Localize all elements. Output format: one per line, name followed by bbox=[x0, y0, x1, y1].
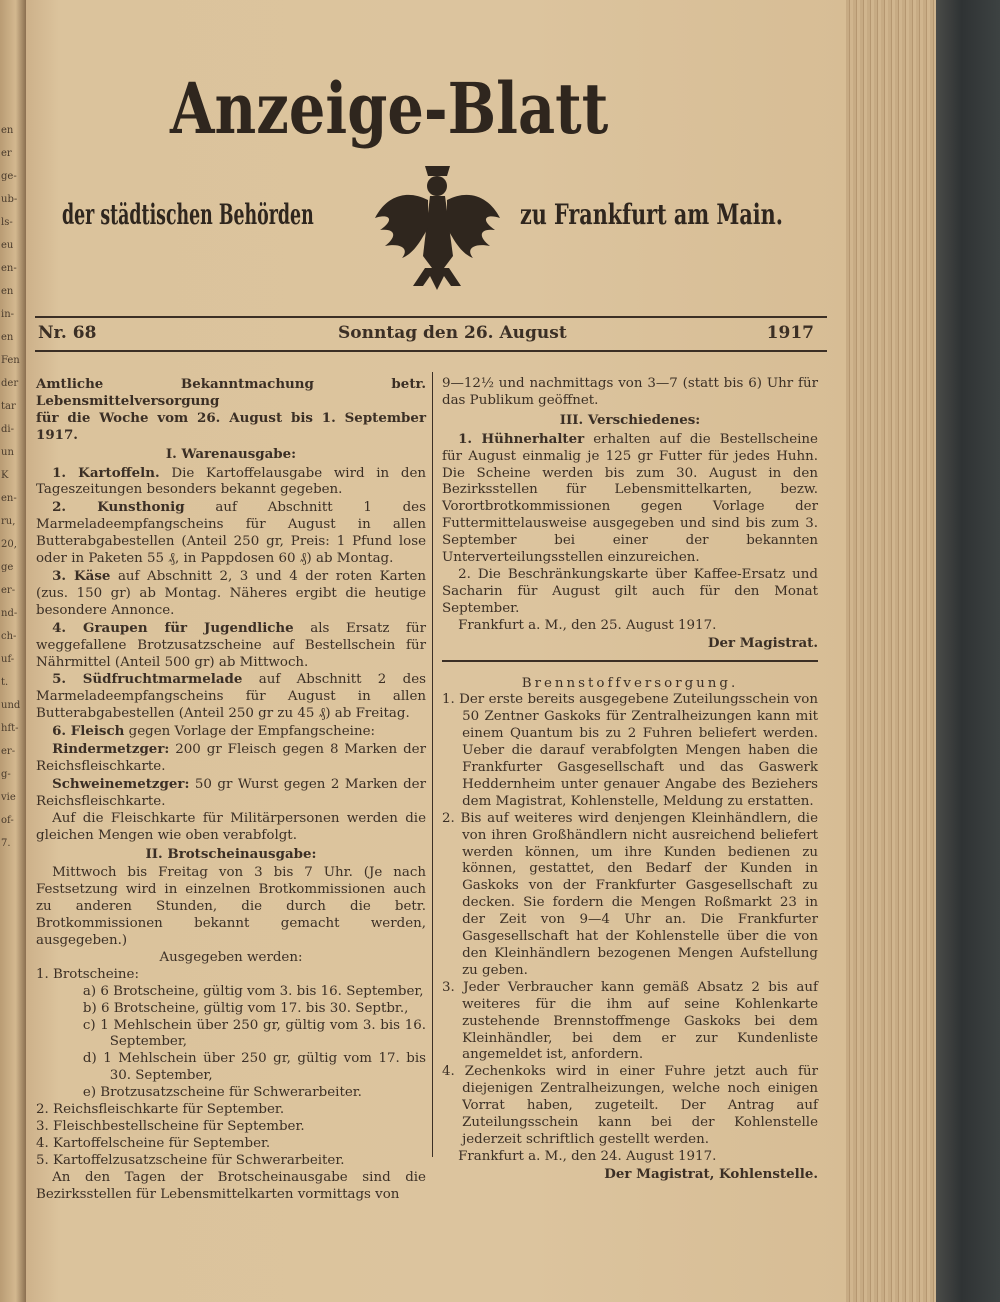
list-item: 2. Bis auf weiteres wird denjengen Kleinhändlern, die von ihren Großhändlern nicht ausreichend beliefert werden können, um ihre Kunden bedienen zu können, gestattet, den Bedarf der Kunden in Gaskoks von der Frankfurter Gasgesellschaft zu decken. Sie fordern die Mengen Roßmarkt 23 in der Zeit von 9—4 Uhr an. Die Frankfurter Gasgesellschaft hat der Kohlenstelle über die von den Kleinhändlern bezogenen Mengen Aufstellung zu geben. bbox=[442, 810, 818, 978]
left-column bbox=[36, 376, 426, 1204]
previous-page-text-fragment: ge bbox=[1, 562, 14, 573]
item-lead: 2. Kunsthonig bbox=[52, 499, 185, 516]
list-subitem: b) 6 Brotscheine, gültig vom 17. bis 30. Septbr., bbox=[82, 1000, 409, 1016]
previous-page-text-fragment: ub- bbox=[1, 194, 18, 205]
item-text: auf Abschnitt 1 des Marmeladeempfangscheins für August in allen Butterabgabestellen (Anteil 250 gr, Preis: 1 Pfund lose oder in Paketen 55 ₰, in Pappdosen 60 ₰) ab Montag. bbox=[36, 500, 426, 567]
place-date: Frankfurt a. M., den 25. August 1917. bbox=[458, 617, 717, 633]
issue-number: Nr. 68 bbox=[38, 323, 97, 343]
section-title: I. Warenausgabe: bbox=[165, 445, 297, 462]
item-lead: 1. Kartoffeln. bbox=[52, 464, 160, 481]
list-item: 1. Brotscheine: bbox=[36, 966, 139, 982]
previous-page-text-fragment: 20, bbox=[1, 539, 17, 550]
notice-heading-week: für die Woche vom 26. August bis 1. September 1917. bbox=[36, 409, 426, 443]
previous-page-text-fragment: en- bbox=[1, 493, 17, 504]
list-subitem: e) Brotzusatzscheine für Schwerarbeiter. bbox=[82, 1085, 362, 1101]
previous-page-text-fragment: in- bbox=[1, 309, 15, 320]
previous-page-text-fragment: ge- bbox=[1, 171, 17, 182]
previous-page-text-fragment: un bbox=[1, 447, 14, 458]
list-item: 4. Kartoffelscheine für September. bbox=[36, 1135, 271, 1151]
previous-page-text-fragment: er- bbox=[1, 746, 16, 757]
previous-page-text-fragment: K bbox=[1, 470, 9, 481]
previous-page-text-fragment: t. bbox=[1, 677, 9, 688]
list-subitem: a) 6 Brotscheine, gültig vom 3. bis 16. September, bbox=[82, 983, 424, 999]
item-lead: Rindermetzger: bbox=[52, 741, 170, 758]
previous-page-text-fragment: g- bbox=[1, 769, 11, 780]
paragraph bbox=[36, 620, 426, 672]
item-lead: 1. Hühnerhalter bbox=[458, 430, 585, 447]
issue-year: 1917 bbox=[766, 323, 814, 343]
list-item: 3. Jeder Verbraucher kann gemäß Absatz 2 bis auf weiteres für die ihm auf seine Kohlenkarte zustehende Brennstoffmenge Gaskoks bei dem Kleinhändler, bei dem er zur Kundenliste angemeldet ist, anfordern. bbox=[442, 979, 818, 1063]
place-date: Frankfurt a. M., den 24. August 1917. bbox=[458, 1148, 717, 1164]
signature: Der Magistrat, Kohlenstelle. bbox=[604, 1165, 818, 1182]
list-item: 4. Zechenkoks wird in einer Fuhre jetzt auch für diejenigen Zentralheizungen, welche noch einigen Vorrat haben, zugeteilt. Der Antrag auf Zuteilungsschein kann bei der Kohlenstelle jederzeit schriftlich gestellt werden. bbox=[442, 1064, 818, 1147]
paragraph: An den Tagen der Brotscheinausgabe sind die Bezirksstellen für Lebensmittelkarten vormittags von bbox=[36, 1169, 426, 1202]
item-lead: 4. Graupen für Jugendliche bbox=[52, 619, 294, 636]
previous-page-text-fragment: uf- bbox=[1, 654, 15, 665]
previous-page-text-fragment: und bbox=[1, 700, 21, 711]
item-text: gegen Vorlage der Empfangscheine: bbox=[128, 724, 376, 740]
previous-page-text-fragment: Fen bbox=[1, 355, 20, 366]
list-item: 2. Reichsfleischkarte für September. bbox=[36, 1102, 285, 1118]
previous-page-text-fragment: ru, bbox=[1, 516, 16, 527]
previous-page-text-fragment: er bbox=[1, 148, 12, 159]
previous-page-text-fragment: en bbox=[1, 332, 14, 343]
header-rule-bottom bbox=[35, 350, 827, 352]
previous-page-text-fragment: of- bbox=[1, 815, 14, 826]
paragraph bbox=[36, 568, 426, 620]
previous-page-text-fragment: ch- bbox=[1, 631, 17, 642]
list-item: 5. Kartoffelzusatzscheine für Schwerarbeiter. bbox=[36, 1152, 345, 1168]
item-lead: 5. Südfruchtmarmelade bbox=[52, 671, 243, 688]
paragraph bbox=[36, 723, 426, 741]
paragraph bbox=[36, 465, 426, 500]
item-text: 200 gr Fleisch gegen 8 Marken der Reichsfleischkarte. bbox=[36, 742, 426, 774]
issue-date: Sonntag den 26. August bbox=[338, 323, 567, 343]
previous-page-text-fragment: nd- bbox=[1, 608, 18, 619]
list-subitem: c) 1 Mehlschein über 250 gr, gültig vom 3. bis 16. September, bbox=[82, 1017, 426, 1050]
section-title: III. Verschiedenes: bbox=[559, 411, 701, 428]
previous-page-text-fragment: ls- bbox=[1, 217, 13, 228]
section-title: II. Brotscheinausgabe: bbox=[145, 846, 317, 863]
previous-page-edge bbox=[0, 0, 26, 1302]
paragraph bbox=[36, 671, 426, 723]
previous-page-text-fragment: di- bbox=[1, 424, 14, 435]
masthead-subtitle-left: der städtischen Behörden bbox=[62, 198, 314, 231]
paragraph bbox=[36, 741, 426, 776]
right-column bbox=[442, 376, 818, 1183]
masthead-title: Anzeige-Blatt bbox=[170, 67, 609, 150]
list-subitem: d) 1 Mehlschein über 250 gr, gültig vom 17. bis 30. September, bbox=[82, 1051, 426, 1084]
previous-page-text-fragment: en bbox=[1, 286, 14, 297]
section-title-fuel: Brennstoffversorgung. bbox=[521, 675, 739, 691]
notice-heading: Amtliche Bekanntmachung betr. Lebensmittelversorgung bbox=[36, 376, 426, 409]
item-text: auf Abschnitt 2, 3 und 4 der roten Karten (zus. 150 gr) ab Montag. Näheres ergibt die heutige besondere Annonce. bbox=[36, 568, 426, 618]
masthead-subtitle-right: zu Frankfurt am Main. bbox=[520, 198, 783, 231]
section-divider bbox=[442, 660, 818, 662]
item-text: auf Abschnitt 2 des Marmeladeempfangscheins für August in allen Butterabgabestellen (Anteil 250 gr zu 45 ₰) ab Freitag. bbox=[36, 672, 426, 722]
book-page-edges bbox=[846, 0, 936, 1302]
issue-line bbox=[38, 322, 818, 346]
item-text: Die Kartoffelausgabe wird in den Tageszeitungen besonders bekannt gegeben. bbox=[36, 465, 427, 498]
item-lead: 6. Fleisch bbox=[52, 723, 125, 740]
previous-page-text-fragment: 7. bbox=[1, 838, 11, 849]
item-text: als Ersatz für weggefallene Brotzusatzscheine auf Bestellschein für Nährmittel (Anteil 500 gr) ab Mittwoch. bbox=[36, 620, 426, 670]
subheading: Ausgegeben werden: bbox=[159, 949, 303, 965]
column-divider bbox=[432, 372, 433, 1157]
paragraph: 2. Die Beschränkungskarte über Kaffee-Ersatz und Sacharin für August gilt auch für den Monat September. bbox=[442, 566, 818, 616]
previous-page-text-fragment: vie bbox=[1, 792, 16, 803]
item-lead: Schweinemetzger: bbox=[52, 775, 190, 792]
previous-page-text-fragment: hft- bbox=[1, 723, 19, 734]
previous-page-text-fragment: der bbox=[1, 378, 19, 389]
paragraph bbox=[36, 776, 426, 811]
eagle-crest-icon bbox=[370, 158, 505, 298]
paragraph: Auf die Fleischkarte für Militärpersonen werden die gleichen Mengen wie oben verabfolgt. bbox=[36, 810, 426, 843]
paragraph: 9—12½ und nachmittags von 3—7 (statt bis 6) Uhr für das Publikum geöffnet. bbox=[442, 376, 818, 408]
book-cover bbox=[936, 0, 1000, 1302]
paragraph bbox=[36, 499, 426, 568]
previous-page-text-fragment: eu bbox=[1, 240, 14, 251]
item-text: erhalten auf die Bestellscheine für August einmalig je 125 gr Futter für jedes Huhn. Die Scheine werden bis zum 30. August in den Bezirksstellen für Lebensmittelkarten, bezw. Vorortbrotkommissionen gegen Vorlage der Futtermittelausweise ausgegeben und sind bis zum 3. September bei einer der bekannten Unterverteilungsstellen einzureichen. bbox=[442, 431, 818, 566]
previous-page-text-fragment: tar bbox=[1, 401, 16, 412]
item-text: 50 gr Wurst gegen 2 Marken der Reichsfleischkarte. bbox=[36, 776, 427, 809]
signature: Der Magistrat. bbox=[707, 634, 818, 651]
list-item: 3. Fleischbestellscheine für September. bbox=[36, 1118, 305, 1134]
item-lead: 3. Käse bbox=[52, 567, 111, 584]
previous-page-text-fragment: en bbox=[1, 125, 14, 136]
previous-page-text-fragment: er- bbox=[1, 585, 16, 596]
header-rule-top bbox=[35, 316, 827, 318]
previous-page-text-fragment: en- bbox=[1, 263, 17, 274]
paragraph bbox=[442, 431, 818, 567]
list-item: 1. Der erste bereits ausgegebene Zuteilungsschein von 50 Zentner Gaskoks für Zentralheizungen kann mit einem Quantum bis zu 2 Fuhren beliefert werden. Ueber die darauf verabfolgten Mengen haben die Frankfurter Gasgesellschaft und das Gaswerk Heddernheim unter genauer Angabe des Beziehers dem Magistrat, Kohlenstelle, Meldung zu erstatten. bbox=[442, 692, 818, 809]
paragraph: Mittwoch bis Freitag von 3 bis 7 Uhr. (Je nach Festsetzung wird in einzelnen Brotkommissionen auch zu anderen Stunden, die durch die betr. Brotkommissionen bekannt gemacht werden, ausgegeben.) bbox=[36, 865, 426, 948]
